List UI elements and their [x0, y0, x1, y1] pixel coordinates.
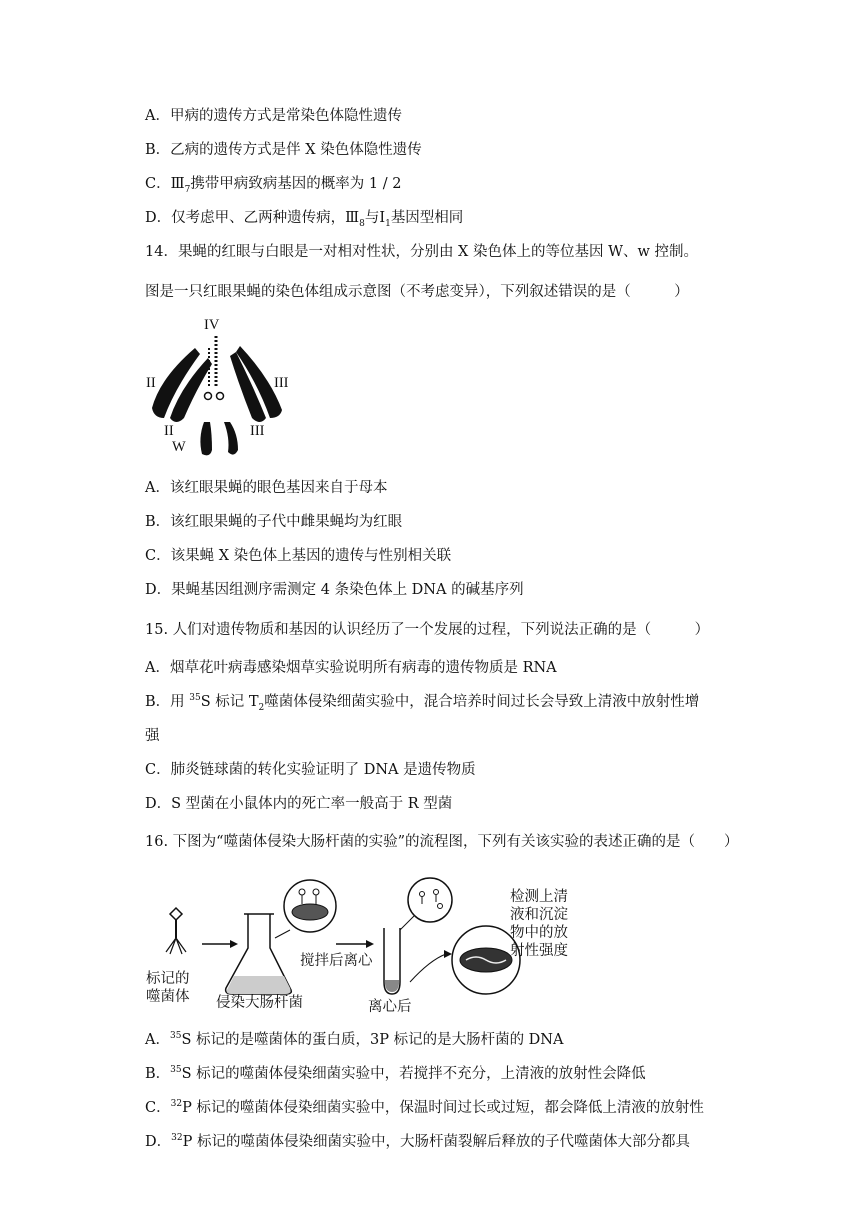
label-phage-2: 噬菌体	[146, 989, 190, 1005]
q14-option-a: A．该红眼果蝇的眼色基因来自于母本	[145, 480, 388, 496]
chromosome-figure	[140, 318, 300, 458]
q13-option-c: C．$Ⅲ_7$携带甲病致病基因的概率为 1 / 2	[145, 176, 402, 195]
q13-option-b: B．乙病的遗传方式是伴 X 染色体隐性遗传	[145, 142, 422, 158]
flask-icon	[226, 914, 292, 994]
q15-option-c: C．肺炎链球菌的转化实验证明了 DNA 是遗传物质	[145, 762, 476, 778]
q15-option-b-cont: 强	[145, 728, 160, 744]
supernatant-zoom	[408, 878, 452, 922]
test-tube-icon	[384, 928, 400, 994]
label-ii-bottom: II	[164, 423, 174, 439]
label-iii-bottom: III	[250, 423, 265, 439]
q16-stem: 16. 下图为“噬菌体侵染大肠杆菌的实验”的流程图，下列有关该实验的表述正确的是（ ）	[145, 834, 739, 850]
label-iv: IV	[204, 317, 220, 333]
phage-experiment-figure	[140, 870, 580, 1020]
label-stir: 搅拌后离心	[300, 953, 373, 969]
chromosome-x-left	[200, 422, 212, 455]
q16-option-b: B．$^{35}$S 标记的噬菌体侵染细菌实验中，若搅拌不充分，上清液的放射性会降低	[145, 1065, 646, 1082]
q14-option-c: C．该果蝇 X 染色体上基因的遗传与性别相关联	[145, 548, 452, 564]
q15-option-d: D．S 型菌在小鼠体内的死亡率一般高于 R 型菌	[145, 796, 453, 812]
q14-option-d: D．果蝇基因组测序需测定 4 条染色体上 DNA 的碱基序列	[145, 582, 524, 598]
q13-option-a: A．甲病的遗传方式是常染色体隐性遗传	[145, 108, 402, 124]
label-w: W	[172, 439, 186, 455]
label-detect-3: 物中的放	[510, 925, 568, 941]
label-detect-2: 液和沉淀	[510, 907, 568, 923]
q14-stem-line2: 图是一只红眼果蝇的染色体组成示意图（不考虑变异），下列叙述错误的是（ ）	[145, 284, 689, 300]
phage-icon	[166, 908, 186, 954]
q15-option-b: B．用 $^{35}$S 标记 $T_2$噬菌体侵染细菌实验中，混合培养时间过长会导致上清液中放射性增	[145, 693, 700, 713]
q16-option-c: C．$^{32}$P 标记的噬菌体侵染细菌实验中，保温时间过长或过短，都会降低上清液的放射性	[145, 1099, 704, 1116]
label-iii-right: III	[274, 375, 289, 391]
bacterium-zoom-1	[284, 880, 336, 932]
label-phage-1: 标记的	[146, 971, 190, 987]
q16-option-a: A．$^{35}$S 标记的是噬菌体的蛋白质，3P 标记的是大肠杆菌的 DNA	[145, 1031, 564, 1048]
q13-option-d: D．仅考虑甲、乙两种遗传病，$Ⅲ_8$与$Ⅰ_1$基因型相同	[145, 210, 464, 229]
q14-stem-line1: 14．果蝇的红眼与白眼是一对相对性状，分别由 X 染色体上的等位基因 W、w 控制。	[145, 244, 699, 260]
q15-stem: 15. 人们对遗传物质和基因的认识经历了一个发展的过程，下列说法正确的是（ ）	[145, 622, 710, 638]
label-detect-4: 射性强度	[510, 943, 568, 959]
q15-option-a: A．烟草花叶病毒感染烟草实验说明所有病毒的遗传物质是 RNA	[145, 660, 557, 676]
q14-option-b: B．该红眼果蝇的子代中雌果蝇均为红眼	[145, 514, 403, 530]
label-after: 离心后	[368, 999, 412, 1015]
label-infect: 侵染大肠杆菌	[216, 995, 303, 1011]
label-ii-left: II	[146, 375, 156, 391]
label-detect-1: 检测上清	[510, 889, 568, 905]
chromosome-x-right	[224, 422, 238, 455]
q16-option-d: D．$^{32}$P 标记的噬菌体侵染细菌实验中，大肠杆菌裂解后释放的子代噬菌体大部分都具	[145, 1133, 690, 1150]
